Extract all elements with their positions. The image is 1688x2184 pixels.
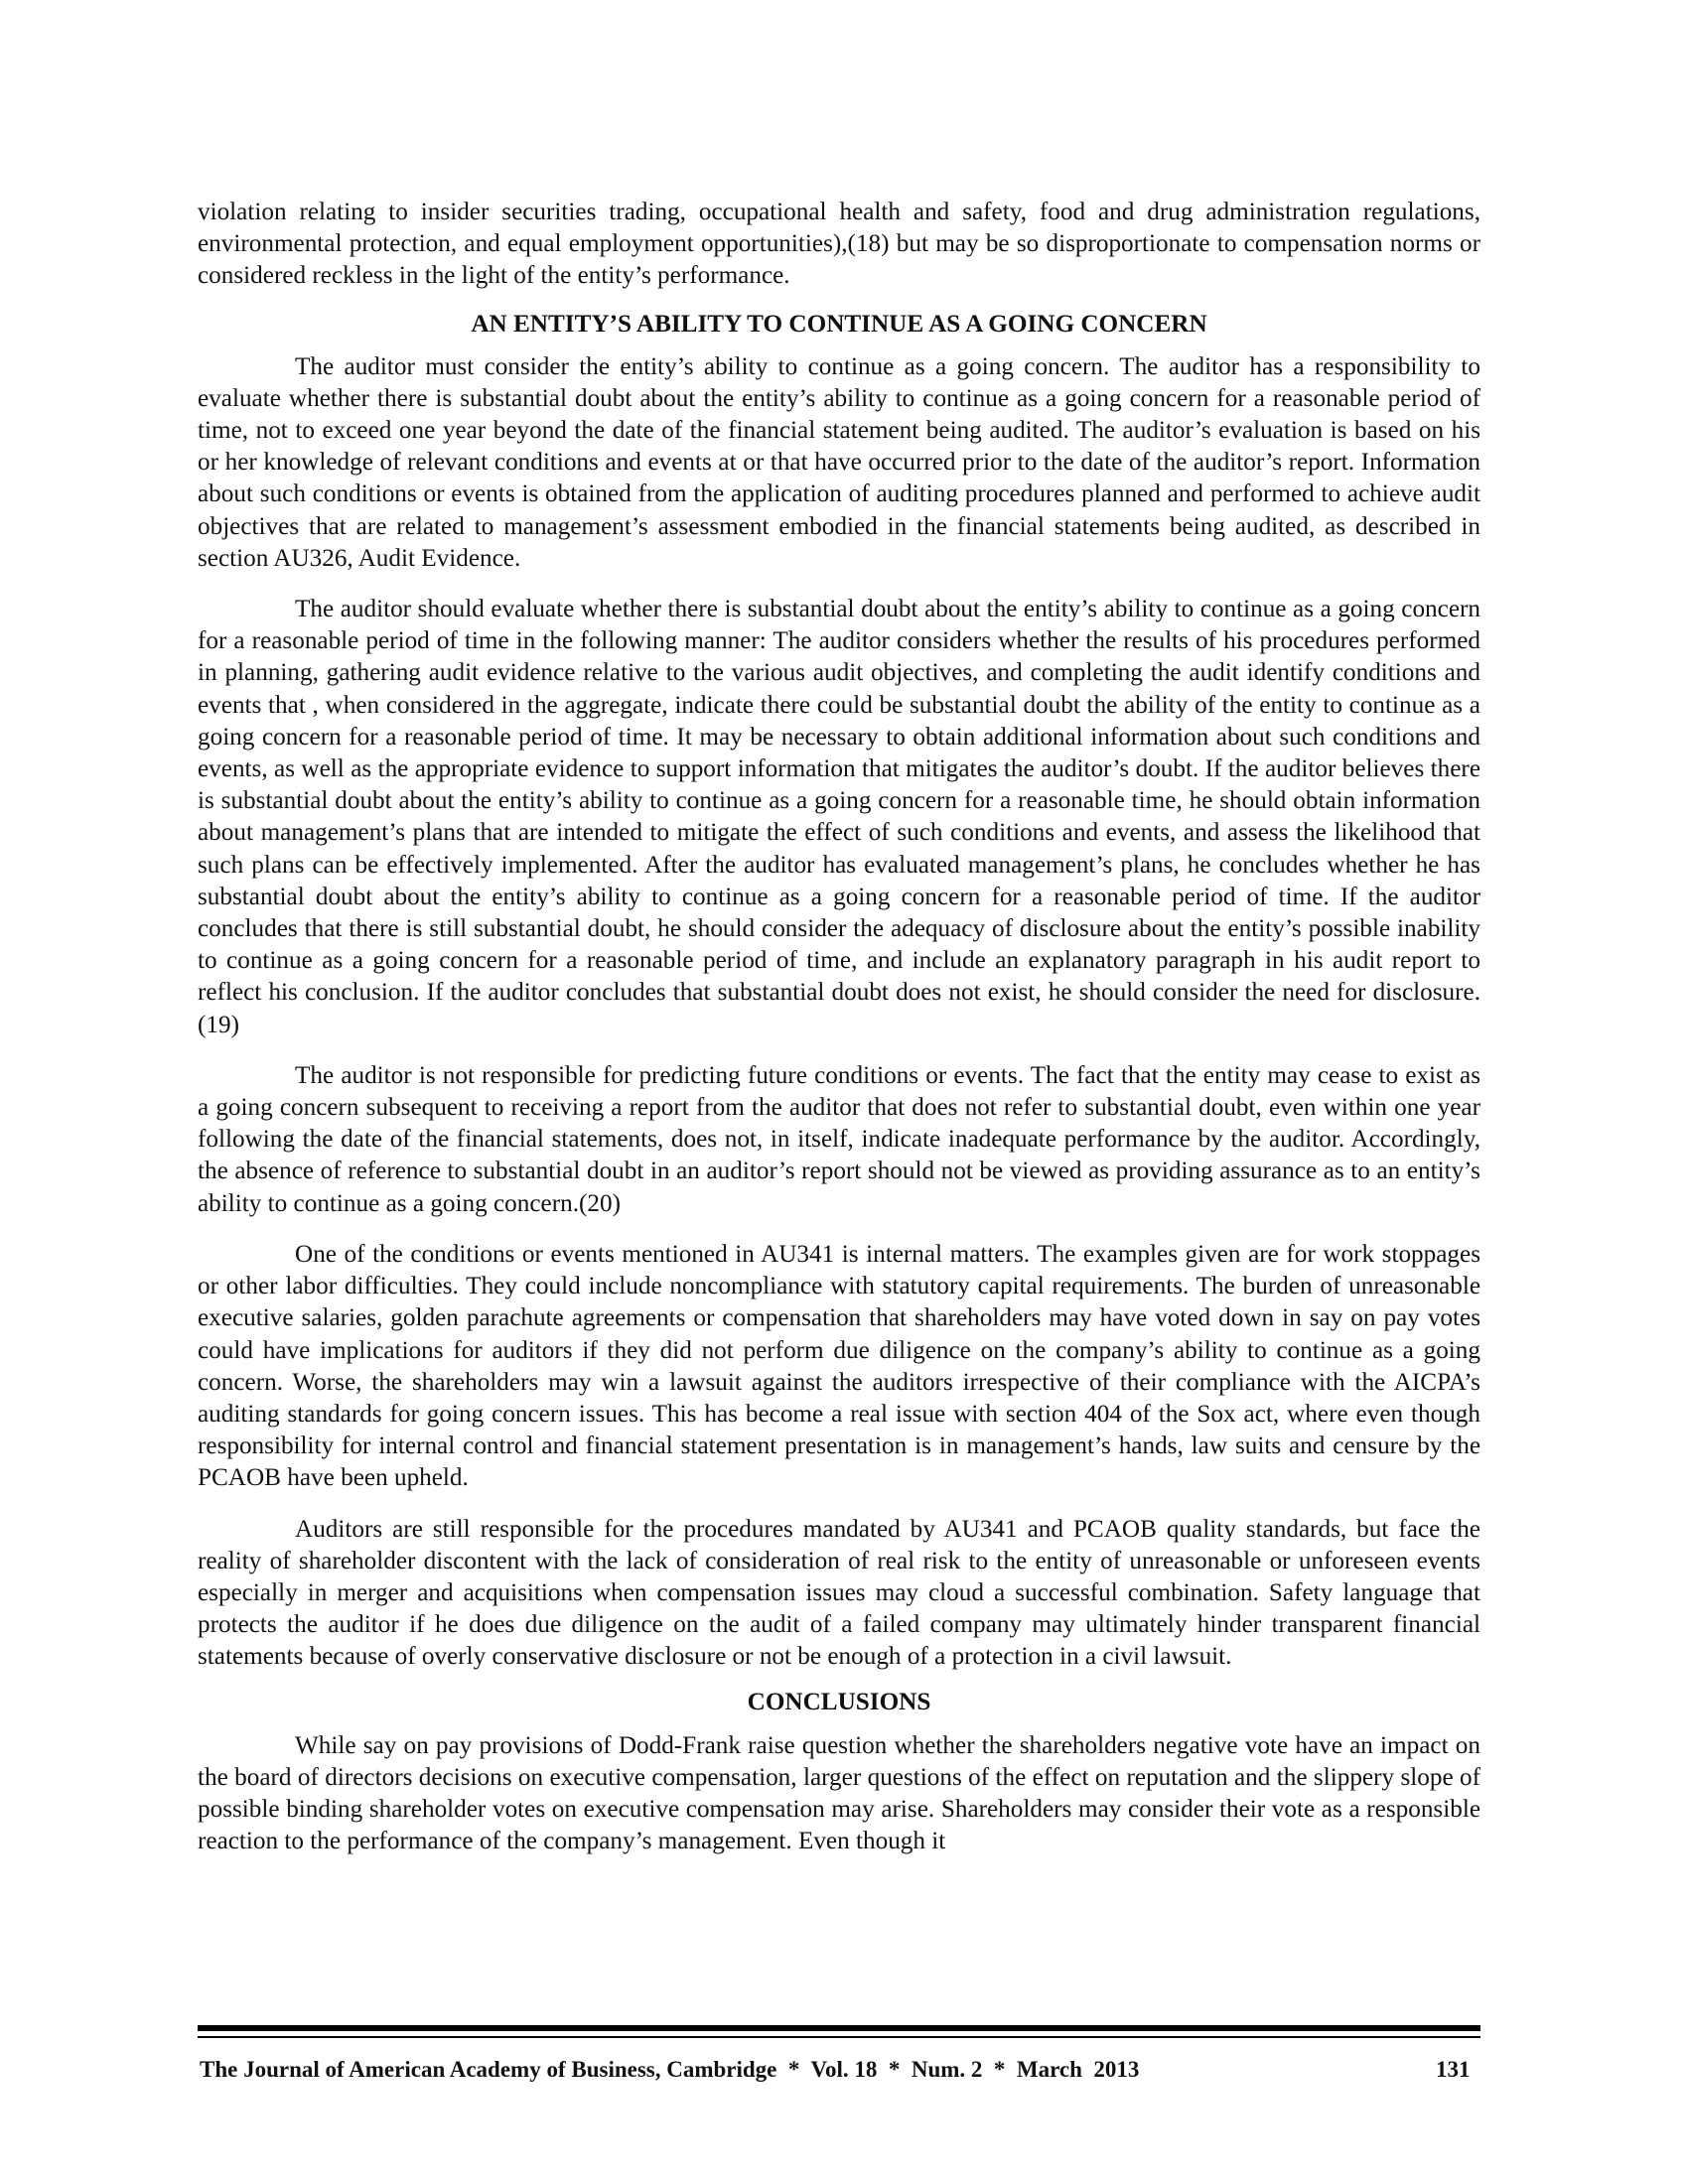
continued-paragraph: violation relating to insider securities trading, occupational health and safety, food and drug administration regulations, environmental protection, and equal employment opportunities),(18) but may be so disproportionate to compensation norms or considered reckless in the light of the entity’s performance.: [198, 199, 1480, 290]
paragraph: The auditor is not responsible for predicting future conditions or events. The fact that the entity may cease to exist as a going concern subsequent to receiving a report from the auditor that does not refer to substantial doubt, even within one year following the date of the financial statements, does not, in itself, indicate inadequate performance by the auditor. Accordingly, the absence of reference to substantial doubt in an auditor’s report should not be viewed as providing assurance as to an entity’s ability to continue as a going concern.(20): [198, 1061, 1480, 1217]
paragraph: One of the conditions or events mentioned in AU341 is internal matters. The examples given are for work stoppages or other labor difficulties. They could include noncompliance with statutory capital requirements. The burden of unreasonable executive salaries, golden parachute agreements or compensation that shareholders may have voted down in say on pay votes could have implications for auditors if they did not perform due diligence on the company’s ability to continue as a going concern. Worse, the shareholders may win a lawsuit against the auditors irrespective of their compliance with the AICPA’s auditing standards for going concern issues. This has become a real issue with section 404 of the Sox act, where even though responsibility for internal control and financial statement presentation is in management’s hands, law suits and censure by the PCAOB have been upheld.: [198, 1240, 1480, 1492]
paragraph: The auditor should evaluate whether there is substantial doubt about the entity’s ability to continue as a going concern for a reasonable period of time in the following manner: The auditor considers whether the results of his procedures performed in planning, gathering audit evidence relative to the various audit objectives, and completing the audit identify conditions and events that , when considered in the aggregate, indicate there could be substantial doubt the ability of the entity to continue as a going concern for a reasonable period of time. It may be necessary to obtain additional information about such conditions and events, as well as the appropriate evidence to support information that mitigates the auditor’s doubt. If the auditor believes there is substantial doubt about the entity’s ability to continue as a going concern for a reasonable time, he should obtain information about management’s plans that are intended to mitigate the effect of such conditions and events, and assess the likelihood that such plans can be effectively implemented. After the auditor has evaluated management’s plans, he concludes whether he has substantial doubt about the entity’s ability to continue as a going concern for a reasonable period of time. If the auditor concludes that there is still substantial doubt, he should consider the adequacy of disclosure about the entity’s possible inability to continue as a going concern for a reasonable period of time, and include an explanatory paragraph in his audit report to reflect his conclusion. If the auditor concludes that substantial doubt does not exist, he should consider the need for disclosure.(19): [198, 596, 1480, 1038]
paragraph: Auditors are still responsible for the procedures mandated by AU341 and PCAOB quality standards, but face the reality of shareholder discontent with the lack of consideration of real risk to the entity of unreasonable or unforeseen events especially in merger and acquisitions when compensation issues may cloud a successful combination. Safety language that protects the auditor if he does due diligence on the audit of a failed company may ultimately hinder transparent financial statements because of overly conservative disclosure or not be enough of a protection in a civil lawsuit.: [198, 1515, 1480, 1671]
footer-rule-thick: [198, 2025, 1480, 2031]
article-body: [198, 197, 1480, 1857]
section-heading-conclusions: CONCLUSIONS: [747, 1688, 931, 1715]
footer-journal-citation: The Journal of American Academy of Business, Cambridge * Vol. 18 * Num. 2 * March 2013: [200, 2057, 1140, 2082]
section-heading-going-concern: AN ENTITY’S ABILITY TO CONTINUE AS A GOING CONCERN: [471, 310, 1207, 338]
conclusions-paragraph: While say on pay provisions of Dodd-Frank raise question whether the shareholders negative vote have an impact on the board of directors decisions on executive compensation, larger questions of the effect on reputation and the slippery slope of possible binding shareholder votes on executive compensation may arise. Shareholders may consider their vote as a responsible reaction to the performance of the company’s management. Even though it: [198, 1731, 1480, 1855]
footer-rule-thin: [198, 2036, 1480, 2038]
page-number: 131: [1436, 2057, 1471, 2082]
paragraph: The auditor must consider the entity’s ability to continue as a going concern. The auditor has a responsibility to evaluate whether there is substantial doubt about the entity’s ability to continue as a going concern for a reasonable period of time, not to exceed one year beyond the date of the financial statement being audited. The auditor’s evaluation is based on his or her knowledge of relevant conditions and events at or that have occurred prior to the date of the auditor’s report. Information about such conditions or events is obtained from the application of auditing procedures planned and performed to achieve audit objectives that are related to management’s assessment embodied in the financial statements being audited, as described in section AU326, Audit Evidence.: [198, 352, 1480, 572]
